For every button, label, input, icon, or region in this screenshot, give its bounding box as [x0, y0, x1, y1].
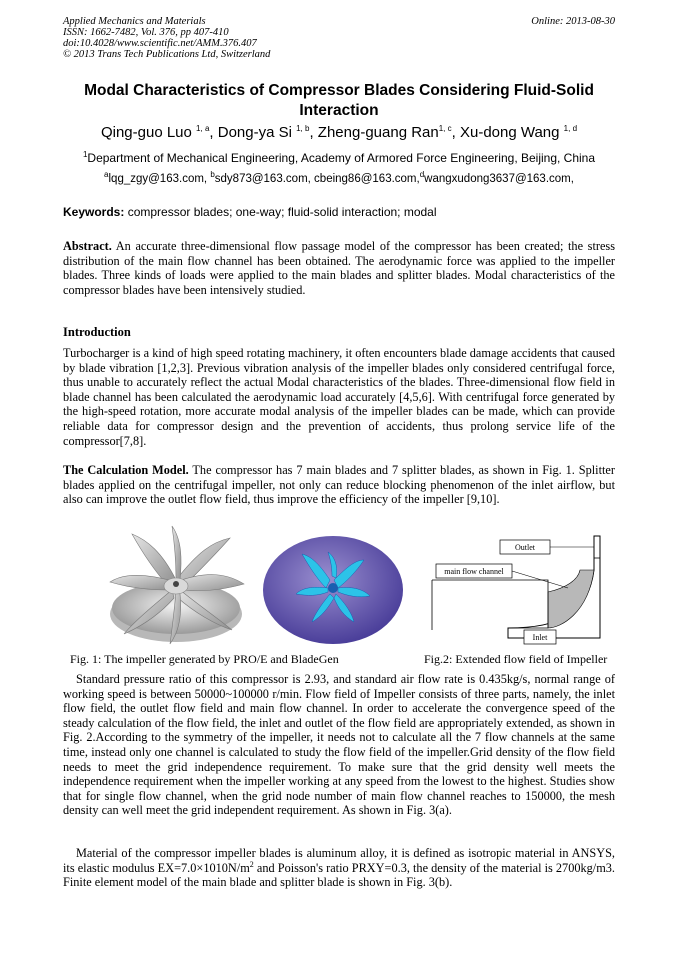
abstract-text: An accurate three-dimensional flow passage model of the compressor has been created; the stress distribution of the main flow channel has been obtained. The aerodynamic force was applied to the impeller blades. Three kinds of loads were applied to the main blades and splitter blades. Modal characteristics of the compressor blades have been intensively studied. [63, 239, 615, 297]
copyright: © 2013 Trans Tech Publications Ltd, Switzerland [63, 49, 271, 60]
material-text-cont: and Poisson's ratio PRXY=0.3, the density of the material is 2700kg/m3. Finite element model of the main blade and splitter blade is shown in Fig. 3(b). [63, 860, 616, 890]
email-sup: d [419, 170, 425, 180]
impeller-blade [172, 526, 181, 580]
email-link[interactable]: wangxudong3637@163.com, [424, 173, 574, 185]
body-paragraph: Standard pressure ratio of this compressor is 2.93, and standard air flow rate is 0.435kg/s, normal range of working speed is between 50000~100000 r/min. Flow field of Impeller consists of three parts, namely, the inlet flow field, the outlet flow field and main flow channel. In order to accelerate the convergence speed of the steady calculation of the flow field, the inlet and outlet of the flow field are appropriately extended, as shown in Fig. 2.According to the symmetry of the impeller, it needs not to calculate all the 7 flow channels at the same time, instead only one channel is calculated to study the flow field of the impeller.Grid density of the flow field needs to meet the grid independence requirement. To make sure that the grid density well meets the independence requirement when the impeller working at any speed from the lowest to the highest. Studies show that for single flow channel, when the grid node number of main flow channel reaches to 150000, the mesh density can well meet the grid independent requirement. As shown in Fig. 3(a). [63, 672, 615, 818]
material-paragraph [63, 846, 615, 890]
fe-hub [328, 583, 338, 593]
impeller-figure [102, 522, 250, 648]
email-link[interactable]: cbeing86@163.com, [314, 173, 420, 185]
author-affil-sup: 1, a [196, 124, 210, 133]
author-name: Dong-ya Si [217, 124, 292, 141]
issn: ISSN: 1662-7482, Vol. 376, pp 407-410 [63, 27, 229, 38]
keywords-label: Keywords: [63, 205, 125, 219]
affiliation-sup: 1 [82, 150, 88, 159]
journal-name: Applied Mechanics and Materials [63, 16, 206, 27]
material-text: Material of the compressor impeller blades is aluminum alloy, it is defined as isotropic material in ANSYS, its elastic modulus EX=7.0×1010N/m [63, 846, 615, 875]
email-sup: b [210, 170, 215, 180]
journal-header [63, 16, 270, 60]
fe-model-figure [258, 530, 408, 646]
calculation-model-label: The Calculation Model. [63, 463, 189, 477]
main-channel-region [548, 570, 594, 628]
author-affil-sup: 1, b [296, 124, 310, 133]
figure-2-caption: Fig.2: Extended flow field of Impeller [424, 652, 608, 666]
email-link[interactable]: lqg_zgy@163.com, [108, 173, 208, 185]
figure-1-caption: Fig. 1: The impeller generated by PRO/E and BladeGen [70, 652, 339, 666]
calculation-model-text: The compressor has 7 main blades and 7 splitter blades, as shown in Fig. 1. Splitter blades applied on the centrifugal impeller, not only can reduce blocking phenomenon of the inlet airflow, but also can improve the outlet flow field, thus improve the efficiency of the impeller [9,10]. [63, 463, 615, 507]
main-channel-label: main flow channel [444, 567, 504, 576]
affiliation [63, 151, 615, 165]
author-affil-sup: 1, c [438, 124, 452, 133]
doi: doi:10.4028/www.scientific.net/AMM.376.407 [63, 38, 257, 49]
keywords [63, 205, 615, 219]
paper-title: Modal Characteristics of Compressor Blades Considering Fluid-Solid Interaction [84, 82, 594, 119]
author-affil-sup: 1, d [563, 124, 578, 133]
outlet-extension [594, 536, 600, 558]
calculation-model-paragraph [63, 463, 615, 507]
author-name: Qing-guo Luo [100, 124, 192, 141]
email-link[interactable]: sdy873@163.com, [214, 173, 311, 185]
abstract-label: Abstract. [63, 239, 112, 253]
inlet-boundary [432, 580, 548, 628]
introduction-paragraph: Turbocharger is a kind of high speed rotating machinery, it often encounters blade damage accidents that caused by blade vibration [1,2,3]. Previous vibration analysis of the impeller blades only considered centrifugal force, thus unable to accurately reflect the actual Modal characteristics of the blades. Three-dimensional flow field in blade channel has been calculated the aerodynamic load accurately [4,5,6]. With centrifugal force generated by the high-speed rotation, more accurate modal analysis of the impeller blades can be made, which can provide reliable data for compressor design and the prevention of accidents, thus prolong service life of the compressor[7,8]. [63, 346, 615, 448]
main-channel-leader [512, 571, 568, 588]
keywords-text: compressor blades; one-way; fluid-solid interaction; modal [127, 205, 437, 219]
abstract [63, 239, 615, 297]
section-heading-introduction: Introduction [63, 325, 131, 339]
author-name: Zheng-guang Ran [317, 124, 439, 141]
impeller-bore [173, 581, 179, 587]
author-list: Qing-guo Luo $^{1, a}$, Dong-ya Si $^{1, b}$, Zheng-guang Ran$^{1, c}$, Xu-dong Wang $^{1, d}$ [100, 124, 578, 141]
inlet-label: Inlet [532, 633, 548, 642]
email-list [63, 170, 615, 185]
outlet-label: Outlet [515, 543, 535, 552]
unit-exponent: 2 [249, 859, 254, 869]
email-sup: a [104, 170, 109, 180]
author-name: Xu-dong Wang [459, 124, 560, 141]
online-date: Online: 2013-08-30 [531, 16, 615, 27]
affiliation-text: Department of Mechanical Engineering, Academy of Armored Force Engineering, Beijing, China [87, 151, 596, 165]
flow-field-diagram [428, 530, 616, 648]
